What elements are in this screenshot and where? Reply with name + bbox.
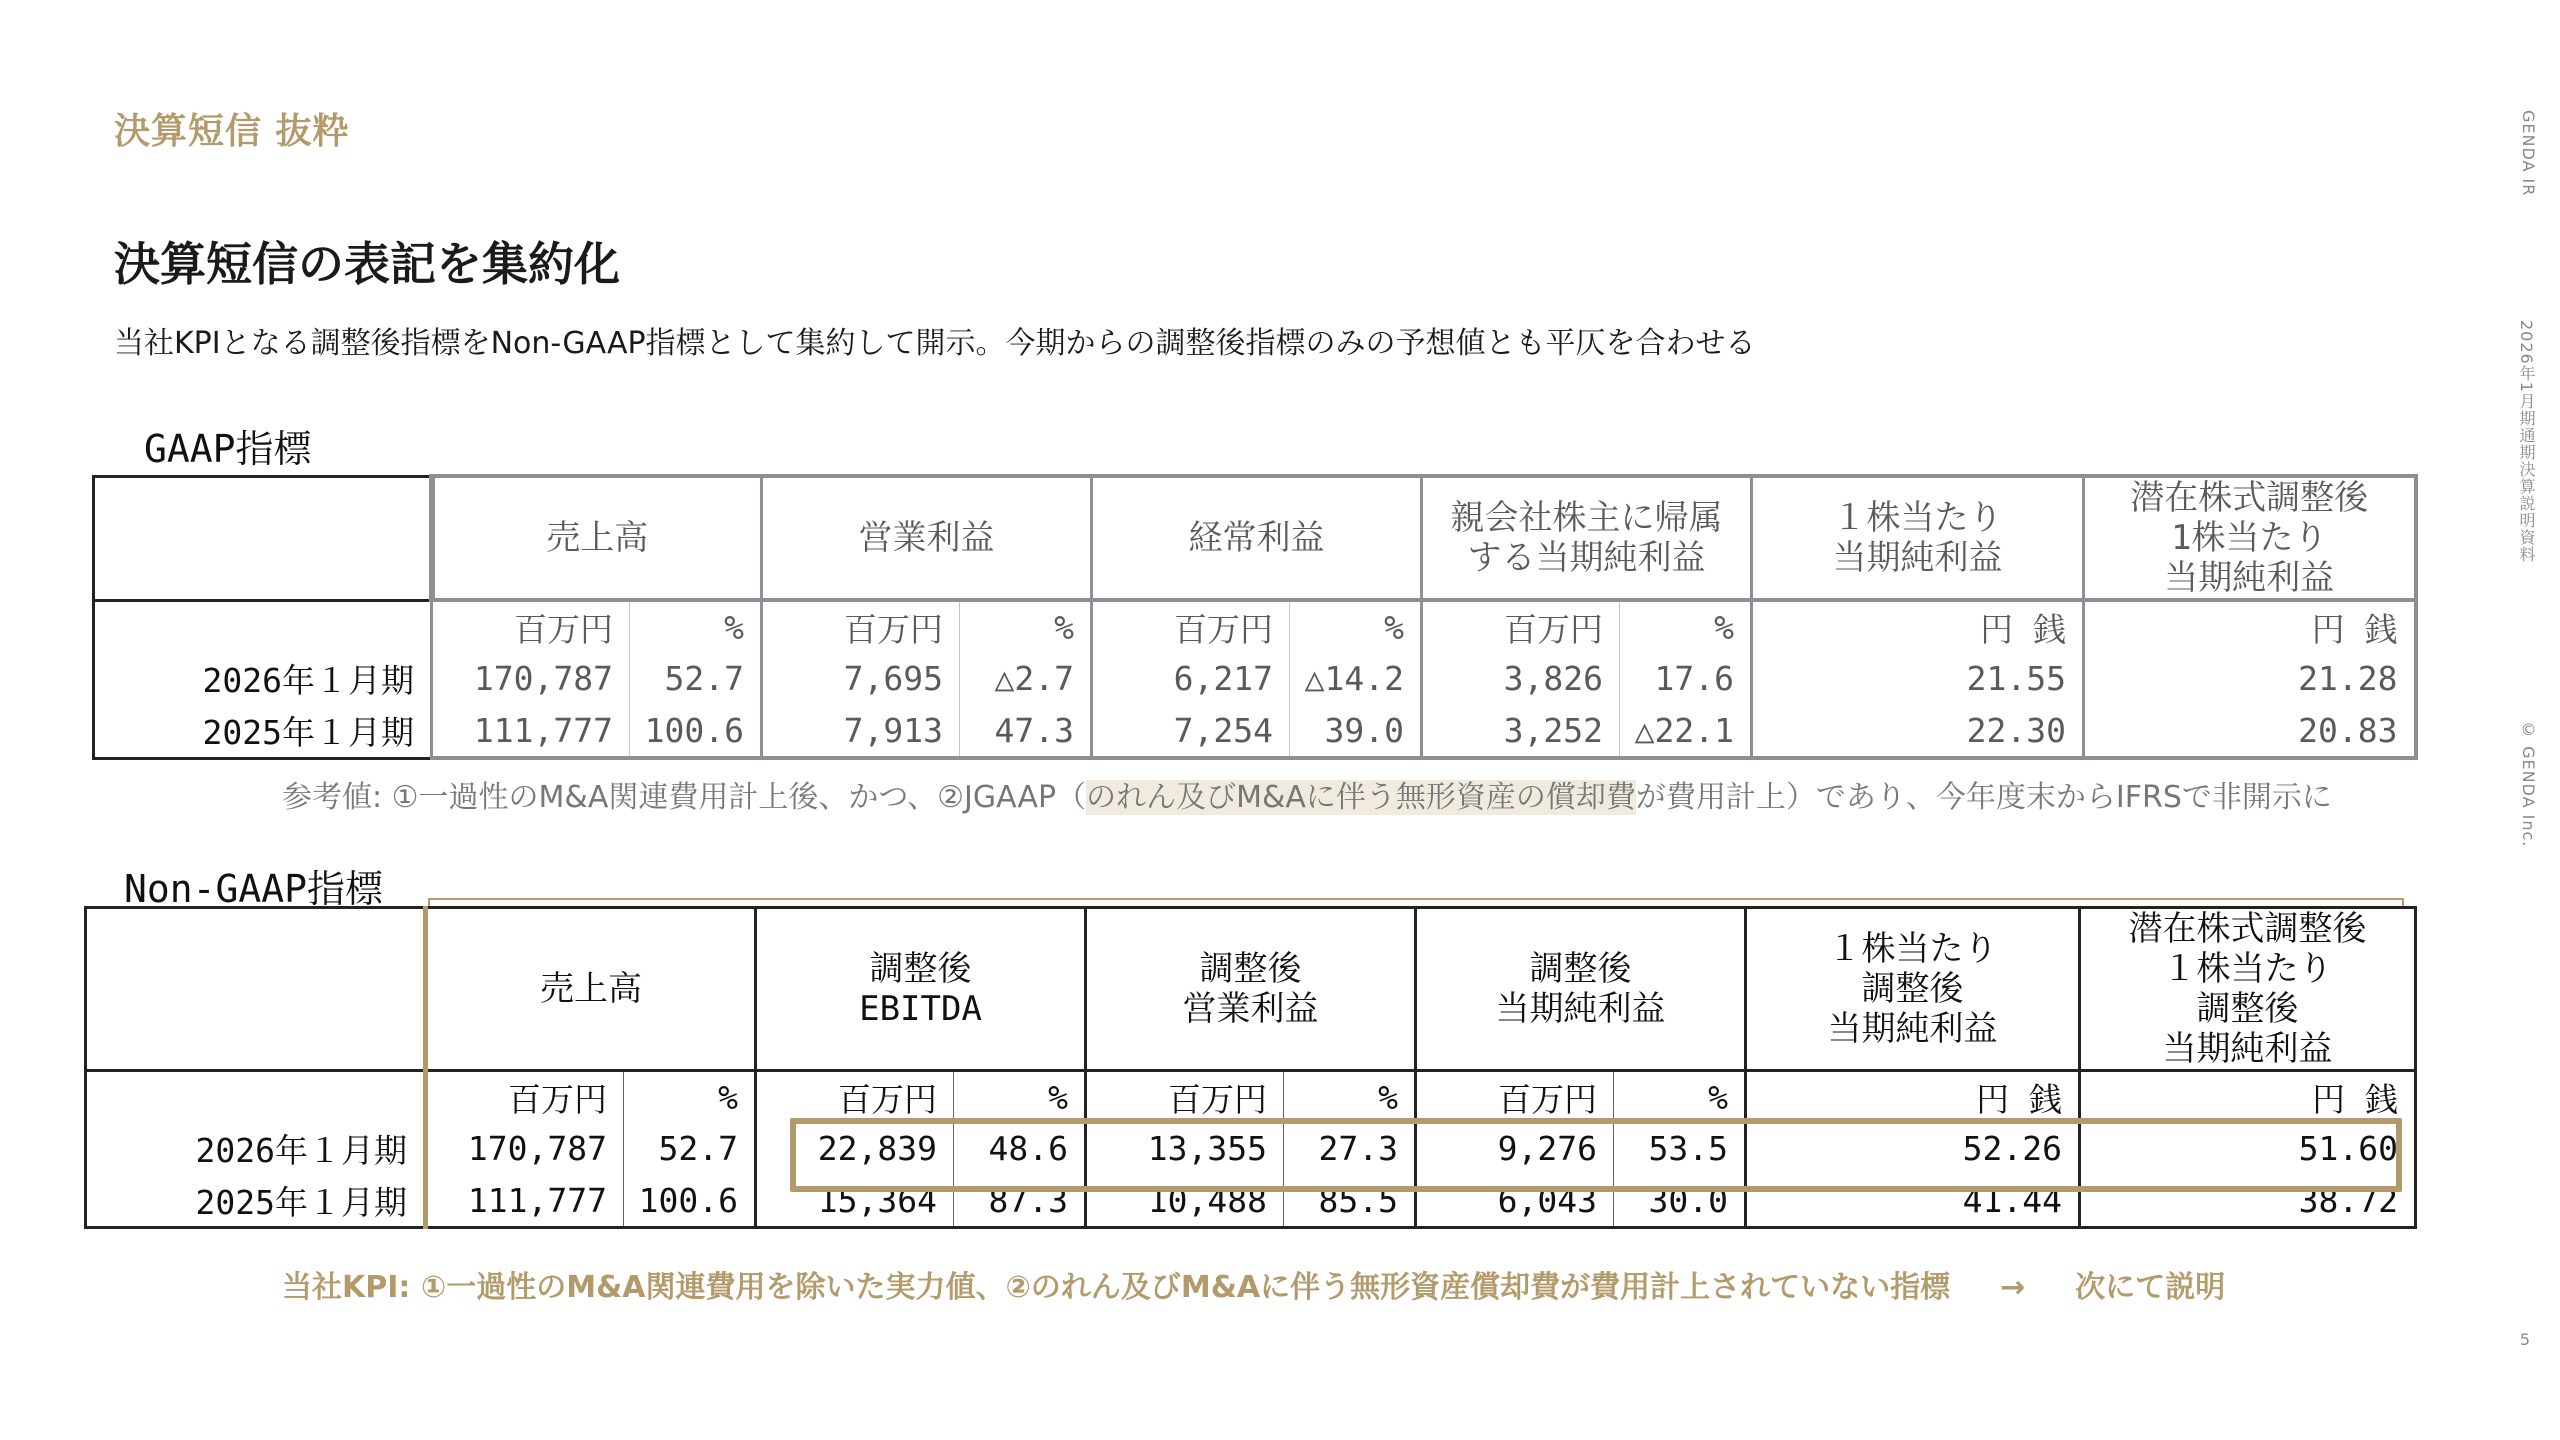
unit-cell: %: [1290, 600, 1422, 652]
gaap-note-prefix: 参考値: ①一過性のM&A関連費用計上後、かつ、②JGAAP（: [282, 780, 1087, 815]
non-gaap-col-header: 調整後 営業利益: [1086, 908, 1416, 1071]
value-cell: 30.0: [1614, 1174, 1746, 1228]
section-label: 決算短信 抜粋: [114, 111, 350, 152]
gaap-header-row: [94, 476, 2416, 600]
unit-cell: 百万円: [1422, 600, 1620, 652]
unit-cell: 百万円: [426, 1071, 624, 1123]
value-cell: 21.55: [1752, 652, 2084, 704]
non-gaap-col-header: 潜在株式調整後 １株当たり 調整後 当期純利益: [2080, 908, 2416, 1071]
value-cell: 6,043: [1416, 1174, 1614, 1228]
gaap-col-header: １株当たり 当期純利益: [1752, 476, 2084, 600]
unit-cell: %: [1284, 1071, 1416, 1123]
value-cell: 38.72: [2080, 1174, 2416, 1228]
value-cell: 7,254: [1092, 704, 1290, 758]
value-cell: 10,488: [1086, 1174, 1284, 1228]
gaap-col-header: 売上高: [432, 476, 762, 600]
value-cell: 27.3: [1284, 1122, 1416, 1174]
value-cell: 48.6: [954, 1122, 1086, 1174]
non-gaap-header-row: [86, 908, 2416, 1071]
unit-cell: %: [954, 1071, 1086, 1123]
value-cell: 87.3: [954, 1174, 1086, 1228]
value-cell: 51.60: [2080, 1122, 2416, 1174]
unit-cell: 円 銭: [1752, 600, 2084, 652]
gaap-unit-row: [94, 600, 2416, 652]
value-cell: 39.0: [1290, 704, 1422, 758]
kpi-note-text: 当社KPI: ①一過性のM&A関連費用を除いた実力値、②のれん及びM&Aに伴う無形資産償却費が費用計上されていない指標: [282, 1270, 1951, 1305]
value-cell: 52.7: [630, 652, 762, 704]
unit-cell: %: [630, 600, 762, 652]
unit-cell: 百万円: [1086, 1071, 1284, 1123]
unit-cell: %: [960, 600, 1092, 652]
value-cell: 13,355: [1086, 1122, 1284, 1174]
value-cell: 15,364: [756, 1174, 954, 1228]
unit-cell: 円 銭: [2080, 1071, 2416, 1123]
value-cell: 170,787: [432, 652, 630, 704]
gaap-heading: GAAP指標: [144, 427, 312, 471]
value-cell: 22,839: [756, 1122, 954, 1174]
page-number: 5: [2519, 1330, 2530, 1349]
unit-cell: 円 銭: [1746, 1071, 2080, 1123]
kpi-highlight-box: [790, 1118, 2402, 1192]
unit-cell: 百万円: [1416, 1071, 1614, 1123]
value-cell: 3,252: [1422, 704, 1620, 758]
gaap-reference-note: [282, 772, 2332, 816]
value-cell: 53.5: [1614, 1122, 1746, 1174]
kpi-next-link: 次にて説明: [2075, 1270, 2226, 1305]
lead-text: 当社KPIとなる調整後指標をNon-GAAP指標として集約して開示。今期からの調整後指標のみの予想値とも平仄を合わせる: [114, 326, 1756, 361]
value-cell: 20.83: [2084, 704, 2416, 758]
copyright-side-label: © GENDA Inc.: [2519, 720, 2538, 848]
unit-cell: %: [1614, 1071, 1746, 1123]
table-row: [94, 652, 2416, 704]
row-label: 2026年１月期: [86, 1122, 426, 1174]
doc-side-label: 2026年1月期通期決算説明資料: [2517, 320, 2536, 563]
gaap-col-header: 親会社株主に帰属 する当期純利益: [1422, 476, 1752, 600]
non-gaap-col-header: １株当たり 調整後 当期純利益: [1746, 908, 2080, 1071]
non-gaap-heading: Non-GAAP指標: [124, 867, 384, 911]
value-cell: 47.3: [960, 704, 1092, 758]
value-cell: 41.44: [1746, 1174, 2080, 1228]
value-cell: 111,777: [426, 1174, 624, 1228]
gaap-note-suffix: が費用計上）であり、今年度末からIFRSで非開示に: [1635, 780, 2332, 815]
value-cell: 170,787: [426, 1122, 624, 1174]
value-cell: 22.30: [1752, 704, 2084, 758]
non-gaap-corner-cell: [86, 908, 426, 1071]
row-label: [94, 600, 432, 652]
row-label: 2026年１月期: [94, 652, 432, 704]
value-cell: △14.2: [1290, 652, 1422, 704]
value-cell: 100.6: [624, 1174, 756, 1228]
brand-side-label: GENDA IR: [2519, 110, 2538, 197]
value-cell: 3,826: [1422, 652, 1620, 704]
gaap-corner-cell: [94, 476, 432, 600]
non-gaap-col-header: 売上高: [426, 908, 756, 1071]
value-cell: 52.7: [624, 1122, 756, 1174]
value-cell: 85.5: [1284, 1174, 1416, 1228]
non-gaap-unit-row: [86, 1071, 2416, 1123]
arrow-right-icon: →: [2000, 1270, 2026, 1305]
row-label: 2025年１月期: [94, 704, 432, 758]
unit-cell: 百万円: [756, 1071, 954, 1123]
unit-cell: 円 銭: [2084, 600, 2416, 652]
value-cell: 7,695: [762, 652, 960, 704]
value-cell: 6,217: [1092, 652, 1290, 704]
kpi-note: [282, 1262, 2225, 1306]
value-cell: 7,913: [762, 704, 960, 758]
gaap-table: [92, 474, 2418, 760]
unit-cell: 百万円: [432, 600, 630, 652]
table-row: [94, 704, 2416, 758]
value-cell: △2.7: [960, 652, 1092, 704]
non-gaap-col-header: 調整後 EBITDA: [756, 908, 1086, 1071]
unit-cell: 百万円: [1092, 600, 1290, 652]
row-label: [86, 1071, 426, 1123]
gaap-col-header: 経常利益: [1092, 476, 1422, 600]
non-gaap-col-header: 調整後 当期純利益: [1416, 908, 1746, 1071]
value-cell: 21.28: [2084, 652, 2416, 704]
value-cell: 100.6: [630, 704, 762, 758]
unit-cell: 百万円: [762, 600, 960, 652]
value-cell: 9,276: [1416, 1122, 1614, 1174]
value-cell: 111,777: [432, 704, 630, 758]
page-title: 決算短信の表記を集約化: [114, 237, 620, 291]
value-cell: 17.6: [1620, 652, 1752, 704]
gaap-col-header: 潜在株式調整後 1株当たり 当期純利益: [2084, 476, 2416, 600]
row-label: 2025年１月期: [86, 1174, 426, 1228]
gaap-col-header: 営業利益: [762, 476, 1092, 600]
value-cell: 52.26: [1746, 1122, 2080, 1174]
value-cell: △22.1: [1620, 704, 1752, 758]
unit-cell: %: [624, 1071, 756, 1123]
unit-cell: %: [1620, 600, 1752, 652]
gaap-note-highlight: のれん及びM&Aに伴う無形資産の償却費: [1086, 780, 1636, 815]
